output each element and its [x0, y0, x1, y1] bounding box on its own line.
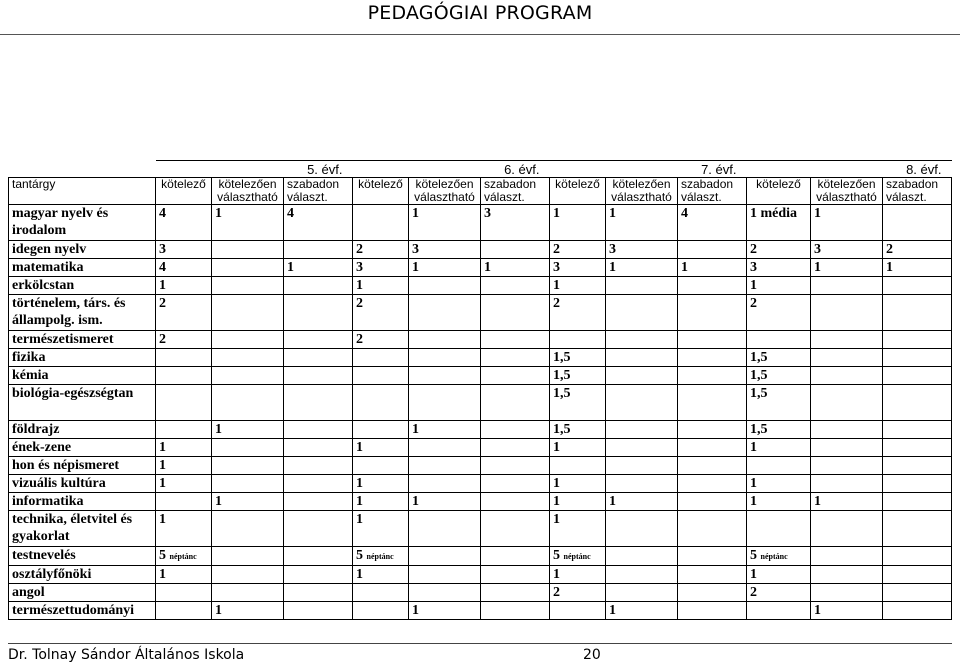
hours-cell: 5 néptánc	[353, 547, 409, 566]
hours-cell	[678, 277, 747, 295]
hours-cell: 1,5	[747, 421, 811, 439]
hours-cell	[606, 385, 678, 421]
hours-cell: 2	[353, 331, 409, 349]
hours-cell: 1	[212, 421, 284, 439]
hours-cell	[284, 439, 353, 457]
hours-cell	[481, 457, 550, 475]
hours-cell	[606, 439, 678, 457]
hours-cell	[409, 475, 481, 493]
hours-cell	[156, 385, 212, 421]
hours-cell	[747, 331, 811, 349]
hours-cell	[883, 493, 952, 511]
hours-cell: 1 média	[747, 205, 811, 241]
hours-cell: 1	[606, 493, 678, 511]
column-header-kotelezoen: kötelezően választható	[811, 178, 883, 205]
hours-cell	[481, 331, 550, 349]
hours-cell	[606, 367, 678, 385]
subject-cell: fizika	[9, 349, 156, 367]
hours-cell	[409, 277, 481, 295]
hours-cell	[883, 566, 952, 584]
hours-cell: 1	[550, 277, 606, 295]
hours-cell	[678, 511, 747, 547]
hours-cell: 2	[156, 331, 212, 349]
hours-cell: 1	[212, 493, 284, 511]
subject-cell: természetismeret	[9, 331, 156, 349]
hours-cell	[284, 331, 353, 349]
hours-cell	[353, 602, 409, 620]
table-row	[9, 602, 952, 620]
hours-cell	[811, 295, 883, 331]
column-header-subject: tantárgy	[9, 178, 156, 205]
hours-cell: 1,5	[550, 421, 606, 439]
hours-cell	[678, 421, 747, 439]
hours-cell	[811, 277, 883, 295]
year-5-label: 5. évf.	[156, 161, 353, 178]
table-row	[9, 421, 952, 439]
hours-cell	[747, 511, 811, 547]
hours-cell	[606, 457, 678, 475]
hours-cell: 1	[606, 205, 678, 241]
hours-cell	[481, 349, 550, 367]
hours-cell	[481, 439, 550, 457]
hours-cell	[481, 493, 550, 511]
column-header-kotelezo: kötelező	[353, 178, 409, 205]
hours-cell: 5 néptánc	[747, 547, 811, 566]
column-header-szabadon: szabadon választ.	[678, 178, 747, 205]
year-7-label: 7. évf.	[550, 161, 747, 178]
hours-cell	[883, 511, 952, 547]
table-row	[9, 367, 952, 385]
column-header-kotelezo: kötelező	[747, 178, 811, 205]
hours-cell: 1	[156, 511, 212, 547]
hours-cell: 1	[550, 439, 606, 457]
hours-cell	[409, 439, 481, 457]
subject-cell: testnevelés	[9, 547, 156, 566]
hours-cell	[606, 277, 678, 295]
hours-cell: 1	[811, 259, 883, 277]
hours-cell	[883, 331, 952, 349]
table-row	[9, 259, 952, 277]
table-row	[9, 511, 952, 547]
hours-cell: 1	[156, 475, 212, 493]
page-header-title: PEDAGÓGIAI PROGRAM	[367, 2, 593, 24]
hours-cell: 2	[353, 295, 409, 331]
hours-cell	[883, 475, 952, 493]
hours-cell	[550, 602, 606, 620]
hours-cell: 1,5	[747, 349, 811, 367]
subject-cell: hon és népismeret	[9, 457, 156, 475]
hours-cell	[811, 349, 883, 367]
hours-cell: 1	[409, 205, 481, 241]
column-header-kotelezoen: kötelezően választható	[606, 178, 678, 205]
hours-cell	[212, 277, 284, 295]
hours-cell	[212, 367, 284, 385]
hours-cell: 1	[747, 493, 811, 511]
hours-cell	[883, 547, 952, 566]
hours-cell	[811, 566, 883, 584]
hours-cell: 3	[156, 241, 212, 259]
table-row	[9, 331, 952, 349]
hours-cell	[409, 511, 481, 547]
hours-cell: 2	[156, 295, 212, 331]
hours-cell	[883, 457, 952, 475]
hours-cell	[353, 349, 409, 367]
hours-cell	[678, 295, 747, 331]
table-row	[9, 493, 952, 511]
hours-cell: 4	[156, 259, 212, 277]
hours-cell	[811, 367, 883, 385]
hours-cell: 1,5	[550, 385, 606, 421]
year-header-empty	[9, 161, 156, 178]
hours-cell: 2	[747, 241, 811, 259]
hours-cell: 1	[747, 566, 811, 584]
hours-cell	[678, 547, 747, 566]
hours-cell	[606, 511, 678, 547]
hours-cell	[156, 602, 212, 620]
hours-cell	[284, 602, 353, 620]
subject-cell: természettudományi	[9, 602, 156, 620]
hours-cell: 1	[747, 439, 811, 457]
hours-cell	[811, 385, 883, 421]
hours-cell	[212, 349, 284, 367]
hours-cell: 1	[409, 259, 481, 277]
column-header-kotelezoen: kötelezően választható	[212, 178, 284, 205]
hours-cell	[409, 295, 481, 331]
hours-cell: 2	[550, 295, 606, 331]
subject-cell: matematika	[9, 259, 156, 277]
hours-cell: 1	[353, 277, 409, 295]
hours-cell: 1,5	[747, 385, 811, 421]
table-row	[9, 385, 952, 421]
hours-cell	[156, 493, 212, 511]
hours-cell: 1	[156, 457, 212, 475]
hours-cell	[481, 566, 550, 584]
hours-cell: 1	[409, 493, 481, 511]
column-header-szabadon: szabadon választ.	[481, 178, 550, 205]
hours-cell: 3	[747, 259, 811, 277]
hours-cell	[481, 421, 550, 439]
table-row	[9, 584, 952, 602]
hours-cell: 2	[353, 241, 409, 259]
hours-cell	[481, 602, 550, 620]
footer-divider	[8, 643, 952, 644]
hours-cell: 1	[212, 205, 284, 241]
table-row	[9, 277, 952, 295]
hours-cell	[212, 511, 284, 547]
curriculum-table	[8, 160, 952, 620]
hours-cell	[883, 602, 952, 620]
hours-cell	[212, 566, 284, 584]
hours-cell	[678, 493, 747, 511]
hours-cell	[284, 584, 353, 602]
hours-cell: 2	[883, 241, 952, 259]
hours-cell	[212, 475, 284, 493]
hours-cell: 1	[212, 602, 284, 620]
hours-cell	[409, 566, 481, 584]
hours-cell	[883, 295, 952, 331]
hours-cell	[212, 457, 284, 475]
hours-cell	[409, 367, 481, 385]
hours-cell	[284, 475, 353, 493]
hours-cell	[284, 241, 353, 259]
hours-cell: 1	[156, 439, 212, 457]
subject-cell: biológia-egészségtan	[9, 385, 156, 421]
hours-cell	[550, 457, 606, 475]
hours-cell	[409, 457, 481, 475]
hours-cell	[212, 439, 284, 457]
hours-cell: 1	[811, 493, 883, 511]
hours-cell: 1	[606, 259, 678, 277]
hours-cell: 1	[811, 205, 883, 241]
hours-cell	[883, 205, 952, 241]
year-6-label: 6. évf.	[353, 161, 550, 178]
hours-cell	[284, 385, 353, 421]
hours-cell	[212, 584, 284, 602]
hours-cell	[883, 421, 952, 439]
hours-cell	[678, 602, 747, 620]
hours-cell	[284, 547, 353, 566]
table-row	[9, 457, 952, 475]
hours-cell: 1	[678, 259, 747, 277]
column-header-kotelezo: kötelező	[550, 178, 606, 205]
hours-cell	[811, 547, 883, 566]
hours-cell	[678, 584, 747, 602]
hours-cell: 2	[550, 241, 606, 259]
hours-cell	[481, 295, 550, 331]
hours-cell	[284, 511, 353, 547]
subject-cell: ének-zene	[9, 439, 156, 457]
table-row	[9, 566, 952, 584]
hours-cell	[353, 421, 409, 439]
hours-cell: 5 néptánc	[156, 547, 212, 566]
hours-cell	[747, 457, 811, 475]
hours-cell	[883, 584, 952, 602]
hours-cell: 1	[883, 259, 952, 277]
hours-cell	[212, 295, 284, 331]
hours-cell	[883, 349, 952, 367]
hours-cell	[747, 602, 811, 620]
column-header-szabadon: szabadon választ.	[883, 178, 952, 205]
hours-cell	[811, 584, 883, 602]
hours-cell	[353, 367, 409, 385]
hours-cell: 3	[481, 205, 550, 241]
hours-cell: 3	[606, 241, 678, 259]
hours-cell	[678, 566, 747, 584]
subject-cell: angol	[9, 584, 156, 602]
hours-cell	[481, 511, 550, 547]
subject-cell: idegen nyelv	[9, 241, 156, 259]
hours-cell	[883, 439, 952, 457]
subject-cell: osztályfőnöki	[9, 566, 156, 584]
table-row	[9, 547, 952, 566]
year-header-row	[9, 161, 952, 178]
hours-cell	[606, 566, 678, 584]
hours-cell: 1	[409, 602, 481, 620]
hours-cell	[811, 511, 883, 547]
hours-cell	[883, 277, 952, 295]
subject-cell: kémia	[9, 367, 156, 385]
hours-cell	[409, 385, 481, 421]
hours-cell	[156, 367, 212, 385]
hours-cell: 1	[747, 277, 811, 295]
table-row	[9, 205, 952, 241]
hours-cell	[284, 295, 353, 331]
year-8-label: 8. évf.	[747, 161, 952, 178]
hours-cell	[353, 205, 409, 241]
hours-cell: 1	[550, 511, 606, 547]
hours-cell: 5 néptánc	[550, 547, 606, 566]
hours-cell	[353, 457, 409, 475]
hours-cell: 1	[550, 566, 606, 584]
hours-cell: 1	[353, 475, 409, 493]
column-header-kotelezoen: kötelezően választható	[409, 178, 481, 205]
hours-cell	[284, 349, 353, 367]
hours-cell	[811, 439, 883, 457]
hours-cell	[212, 241, 284, 259]
hours-cell	[212, 259, 284, 277]
hours-cell: 1	[550, 205, 606, 241]
column-header-kotelezo: kötelező	[156, 178, 212, 205]
hours-cell	[156, 584, 212, 602]
subject-cell: erkölcstan	[9, 277, 156, 295]
hours-cell: 4	[156, 205, 212, 241]
hours-cell: 1	[353, 439, 409, 457]
hours-cell	[481, 385, 550, 421]
hours-cell	[212, 331, 284, 349]
table-row	[9, 295, 952, 331]
table-row	[9, 439, 952, 457]
hours-cell: 1	[353, 511, 409, 547]
hours-cell: 1	[550, 475, 606, 493]
table-row	[9, 475, 952, 493]
hours-cell	[678, 439, 747, 457]
hours-cell	[811, 331, 883, 349]
hours-cell	[811, 457, 883, 475]
column-header-row	[9, 178, 952, 205]
table-body	[9, 205, 952, 620]
page-number: 20	[583, 647, 601, 663]
hours-cell: 2	[747, 584, 811, 602]
subject-cell: történelem, társ. és állampolg. ism.	[9, 295, 156, 331]
hours-cell	[284, 367, 353, 385]
table-row	[9, 241, 952, 259]
hours-cell	[409, 547, 481, 566]
hours-cell: 4	[284, 205, 353, 241]
hours-cell	[353, 385, 409, 421]
hours-cell	[284, 457, 353, 475]
hours-cell: 1	[811, 602, 883, 620]
hours-cell: 1,5	[747, 367, 811, 385]
hours-cell: 1	[747, 475, 811, 493]
hours-cell	[678, 331, 747, 349]
hours-cell	[606, 421, 678, 439]
hours-cell	[606, 547, 678, 566]
hours-cell	[284, 493, 353, 511]
hours-cell: 3	[550, 259, 606, 277]
hours-cell: 3	[811, 241, 883, 259]
hours-cell	[284, 566, 353, 584]
hours-cell: 3	[353, 259, 409, 277]
hours-cell	[678, 241, 747, 259]
hours-cell	[156, 349, 212, 367]
hours-cell	[481, 584, 550, 602]
hours-cell	[811, 475, 883, 493]
hours-cell	[606, 475, 678, 493]
hours-cell: 2	[747, 295, 811, 331]
hours-cell	[678, 385, 747, 421]
hours-cell	[409, 584, 481, 602]
hours-cell	[883, 367, 952, 385]
hours-cell	[606, 295, 678, 331]
hours-cell	[409, 331, 481, 349]
subject-cell: informatika	[9, 493, 156, 511]
hours-cell: 1	[606, 602, 678, 620]
hours-cell: 3	[409, 241, 481, 259]
hours-cell	[156, 421, 212, 439]
subject-cell: magyar nyelv és irodalom	[9, 205, 156, 241]
hours-cell: 1	[284, 259, 353, 277]
hours-cell: 1	[156, 277, 212, 295]
hours-cell	[678, 367, 747, 385]
header-divider	[0, 34, 960, 35]
hours-cell	[284, 421, 353, 439]
hours-cell: 2	[550, 584, 606, 602]
hours-cell	[212, 385, 284, 421]
hours-cell	[883, 385, 952, 421]
hours-cell: 1	[550, 493, 606, 511]
column-header-szabadon: szabadon választ.	[284, 178, 353, 205]
hours-cell	[212, 547, 284, 566]
hours-cell	[606, 349, 678, 367]
hours-cell	[678, 457, 747, 475]
hours-cell	[606, 584, 678, 602]
hours-cell	[481, 277, 550, 295]
subject-cell: földrajz	[9, 421, 156, 439]
hours-cell: 1	[156, 566, 212, 584]
hours-cell	[481, 367, 550, 385]
hours-cell	[353, 584, 409, 602]
hours-cell: 1	[409, 421, 481, 439]
hours-cell: 1	[353, 566, 409, 584]
hours-cell	[811, 421, 883, 439]
hours-cell: 1	[481, 259, 550, 277]
subject-cell: vizuális kultúra	[9, 475, 156, 493]
hours-cell: 4	[678, 205, 747, 241]
hours-cell	[550, 331, 606, 349]
hours-cell	[678, 349, 747, 367]
hours-cell	[481, 547, 550, 566]
hours-cell: 1,5	[550, 367, 606, 385]
hours-cell: 1	[353, 493, 409, 511]
subject-cell: technika, életvitel és gyakorlat	[9, 511, 156, 547]
footer-school-name: Dr. Tolnay Sándor Általános Iskola	[8, 647, 245, 663]
hours-cell	[481, 241, 550, 259]
hours-cell	[409, 349, 481, 367]
hours-cell	[606, 331, 678, 349]
hours-cell	[284, 277, 353, 295]
hours-cell	[678, 475, 747, 493]
table-row	[9, 349, 952, 367]
hours-cell: 1,5	[550, 349, 606, 367]
hours-cell	[481, 475, 550, 493]
